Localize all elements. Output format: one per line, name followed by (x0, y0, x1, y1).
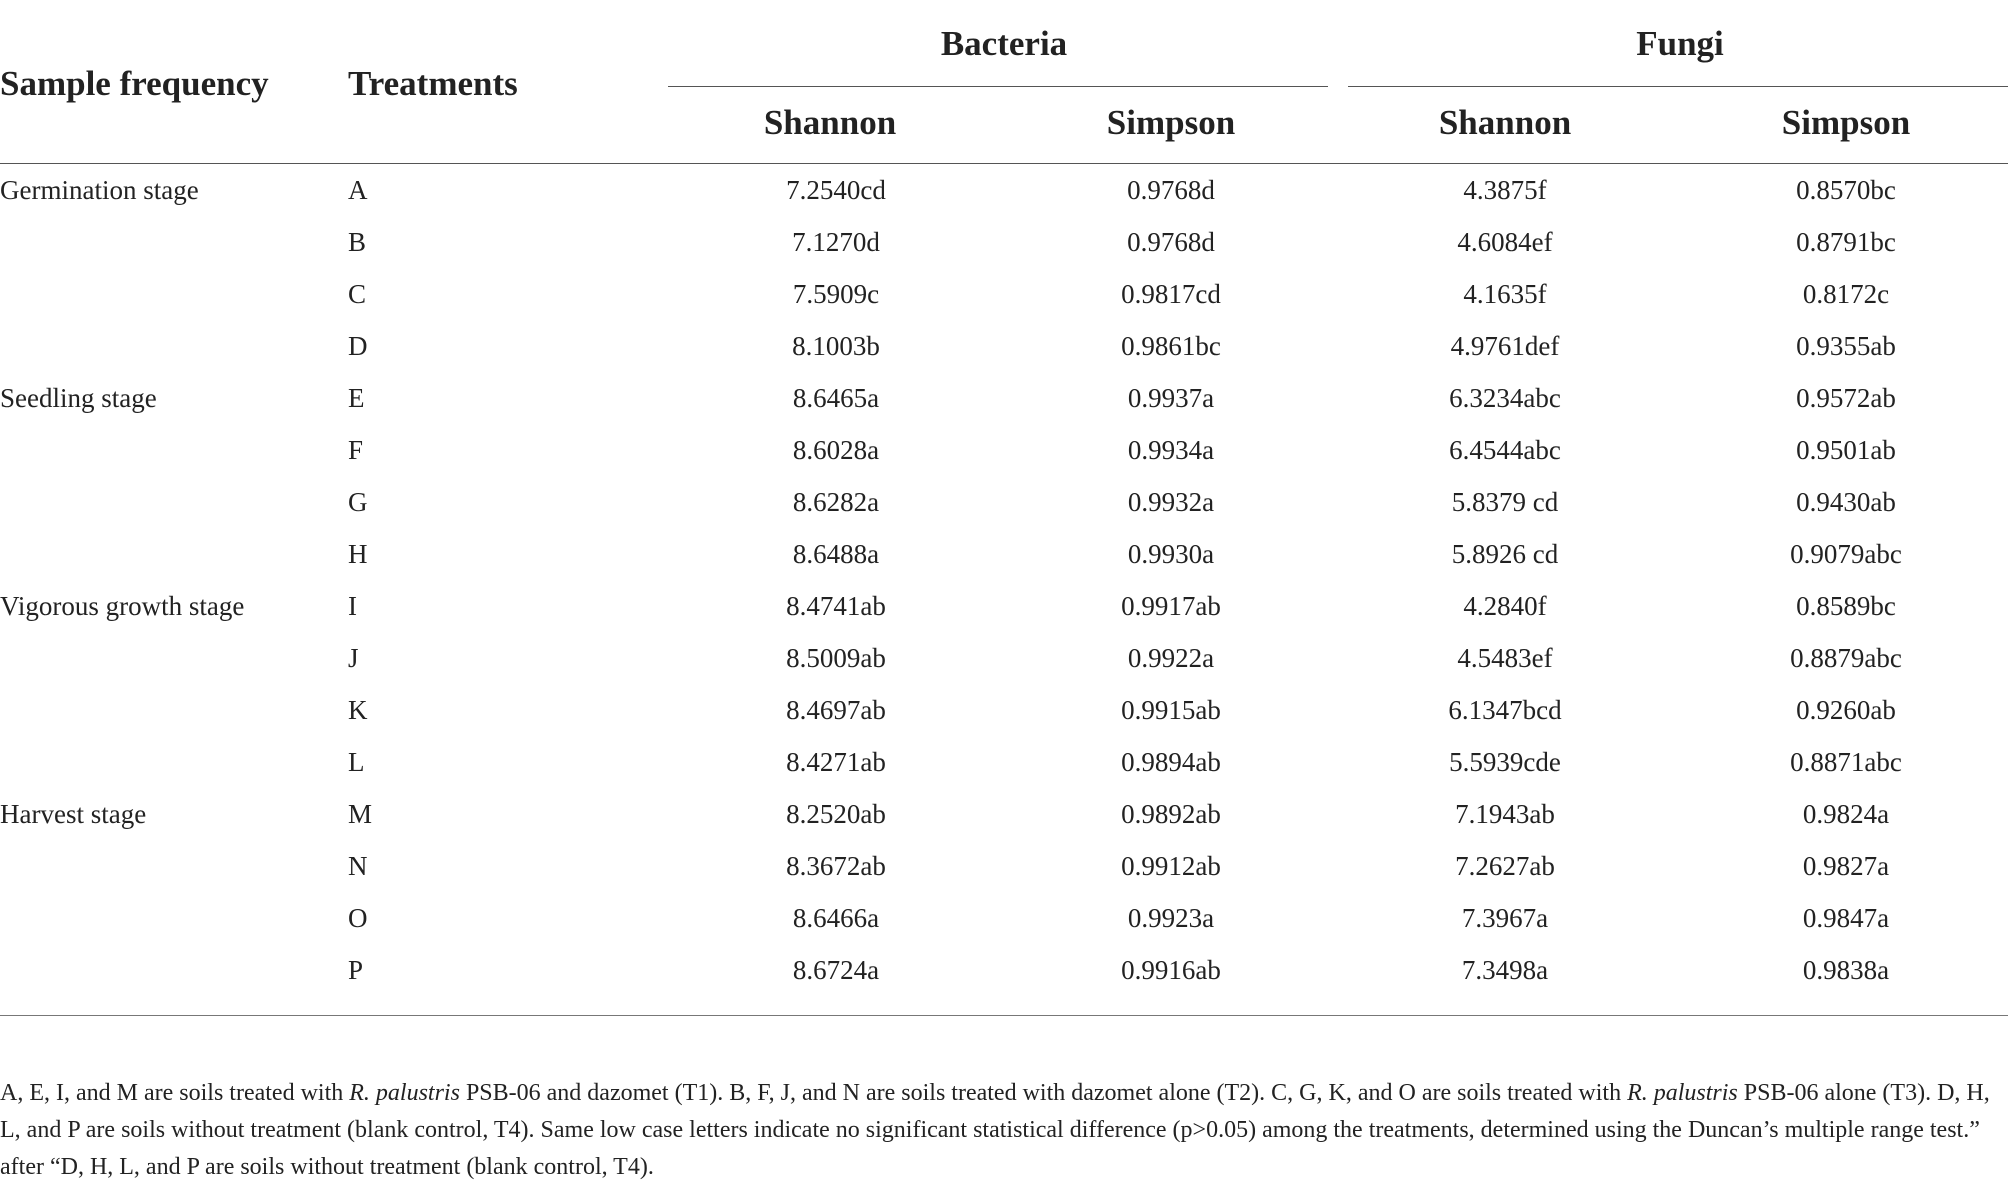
cell-bacteria-simpson: 0.9916ab (1121, 955, 1221, 985)
table-row (0, 744, 2008, 796)
cell-bacteria-shannon: 8.6488a (792, 539, 880, 569)
cell-treatment: P (348, 955, 364, 985)
cell-treatment: I (348, 591, 357, 621)
table-row (0, 952, 2008, 1004)
cell-fungi-shannon: 4.9761def (1450, 331, 1560, 361)
cell-fungi-simpson: 0.9847a (1802, 903, 1890, 933)
cell-treatment: D (348, 331, 368, 361)
cell-treatment: C (348, 279, 367, 309)
cell-bacteria-shannon: 8.6465a (792, 383, 880, 413)
cell-fungi-shannon: 7.3498a (1461, 955, 1549, 985)
cell-treatment: G (348, 487, 368, 517)
cell-bacteria-shannon: 8.6028a (792, 435, 880, 465)
cell-bacteria-simpson: 0.9894ab (1121, 747, 1221, 777)
footnote-text-3: PSB-06 alone (T3). D, H, L, and P are soils without treatment (blank control, T4). Same low case letters indicate no significant statistical difference (p>0.05) among the treatments, determined using the Duncan’s multiple range test.” after “D, H, L, and P are soils without treatment (blank control, T4). (0, 1080, 1990, 1180)
cell-bacteria-shannon: 7.5909c (792, 279, 880, 309)
footnote-text-1: A, E, I, and M are soils treated with (0, 1080, 350, 1106)
cell-fungi-simpson: 0.9430ab (1796, 487, 1896, 517)
cell-bacteria-simpson: 0.9892ab (1121, 799, 1221, 829)
table-row (0, 432, 2008, 484)
cell-bacteria-simpson: 0.9912ab (1121, 851, 1221, 881)
cell-fungi-shannon: 5.8926 cd (1451, 539, 1559, 569)
cell-fungi-shannon: 4.6084ef (1457, 227, 1553, 257)
cell-treatment: A (348, 175, 368, 205)
table-row (0, 796, 2008, 848)
cell-bacteria-shannon: 8.4697ab (786, 695, 886, 725)
cell-bacteria-shannon: 8.6282a (792, 487, 880, 517)
cell-fungi-simpson: 0.8589bc (1796, 591, 1896, 621)
table-footnote (0, 1075, 2000, 1186)
cell-treatment: L (348, 747, 365, 777)
cell-fungi-simpson: 0.9501ab (1796, 435, 1896, 465)
header-sample-frequency: Sample frequency (0, 64, 269, 103)
cell-treatment: J (348, 643, 359, 673)
table-row (0, 172, 2008, 224)
cell-bacteria-simpson: 0.9768d (1127, 175, 1215, 205)
bacteria-group-rule (668, 86, 1328, 87)
table-row (0, 692, 2008, 744)
header-fungi: Fungi (1636, 24, 1724, 63)
cell-treatment: F (348, 435, 364, 465)
cell-treatment: K (348, 695, 368, 725)
cell-bacteria-simpson: 0.9923a (1127, 903, 1215, 933)
header-fungi-shannon: Shannon (1438, 103, 1572, 142)
footnote-species-2: R. palustris (1627, 1080, 1738, 1106)
cell-fungi-simpson: 0.9079abc (1790, 539, 1902, 569)
cell-bacteria-simpson: 0.9922a (1127, 643, 1215, 673)
cell-fungi-shannon: 4.2840f (1463, 591, 1547, 621)
cell-bacteria-shannon: 8.4271ab (786, 747, 886, 777)
cell-bacteria-shannon: 7.2540cd (786, 175, 886, 205)
table-row (0, 224, 2008, 276)
cell-fungi-shannon: 5.5939cde (1449, 747, 1561, 777)
table-row (0, 328, 2008, 380)
cell-fungi-shannon: 7.2627ab (1455, 851, 1555, 881)
cell-fungi-shannon: 7.1943ab (1455, 799, 1555, 829)
cell-bacteria-shannon: 8.5009ab (786, 643, 886, 673)
table-row (0, 848, 2008, 900)
cell-treatment: E (348, 383, 365, 413)
table-row (0, 380, 2008, 432)
cell-bacteria-shannon: 8.4741ab (786, 591, 886, 621)
footnote-text-2: PSB-06 and dazomet (T1). B, F, J, and N are soils treated with dazomet alone (T2). C, G, K, and O are soils treated with (459, 1080, 1628, 1106)
cell-bacteria-simpson: 0.9937a (1127, 383, 1215, 413)
cell-bacteria-simpson: 0.9915ab (1121, 695, 1221, 725)
cell-fungi-shannon: 6.4544abc (1449, 435, 1561, 465)
cell-bacteria-simpson: 0.9861bc (1121, 331, 1221, 361)
table-row (0, 276, 2008, 328)
table-row (0, 900, 2008, 952)
cell-stage: Vigorous growth stage (0, 591, 245, 621)
cell-fungi-simpson: 0.8791bc (1796, 227, 1896, 257)
cell-fungi-shannon: 5.8379 cd (1451, 487, 1559, 517)
cell-bacteria-simpson: 0.9932a (1127, 487, 1215, 517)
header-bacteria-shannon: Shannon (763, 103, 897, 142)
cell-bacteria-simpson: 0.9817cd (1121, 279, 1221, 309)
table-bottom-rule (0, 1015, 2008, 1016)
cell-fungi-simpson: 0.9827a (1802, 851, 1890, 881)
cell-bacteria-simpson: 0.9930a (1127, 539, 1215, 569)
header-bacteria: Bacteria (940, 24, 1068, 63)
cell-bacteria-shannon: 8.2520ab (786, 799, 886, 829)
cell-fungi-simpson: 0.9572ab (1796, 383, 1896, 413)
cell-fungi-simpson: 0.9824a (1802, 799, 1890, 829)
table-row (0, 588, 2008, 640)
table-row (0, 484, 2008, 536)
table-row (0, 640, 2008, 692)
cell-fungi-shannon: 4.3875f (1463, 175, 1547, 205)
cell-treatment: H (348, 539, 368, 569)
cell-fungi-shannon: 7.3967a (1461, 903, 1549, 933)
cell-fungi-simpson: 0.9355ab (1796, 331, 1896, 361)
cell-fungi-shannon: 4.1635f (1463, 279, 1547, 309)
cell-bacteria-shannon: 8.3672ab (786, 851, 886, 881)
cell-treatment: O (348, 903, 368, 933)
header-bacteria-simpson: Simpson (1106, 103, 1236, 142)
cell-fungi-shannon: 6.3234abc (1449, 383, 1561, 413)
cell-fungi-simpson: 0.8172c (1802, 279, 1890, 309)
cell-fungi-simpson: 0.8879abc (1790, 643, 1902, 673)
cell-bacteria-shannon: 8.6724a (792, 955, 880, 985)
cell-fungi-simpson: 0.9260ab (1796, 695, 1896, 725)
cell-bacteria-shannon: 8.6466a (792, 903, 880, 933)
cell-fungi-simpson: 0.9838a (1802, 955, 1890, 985)
cell-fungi-simpson: 0.8570bc (1796, 175, 1896, 205)
fungi-group-rule (1348, 86, 2008, 87)
header-treatments: Treatments (348, 64, 518, 103)
cell-bacteria-simpson: 0.9917ab (1121, 591, 1221, 621)
cell-bacteria-simpson: 0.9934a (1127, 435, 1215, 465)
cell-fungi-shannon: 4.5483ef (1457, 643, 1553, 673)
cell-treatment: N (348, 851, 368, 881)
cell-bacteria-simpson: 0.9768d (1127, 227, 1215, 257)
header-fungi-simpson: Simpson (1781, 103, 1911, 142)
cell-treatment: M (348, 799, 373, 829)
cell-bacteria-shannon: 8.1003b (792, 331, 880, 361)
cell-fungi-shannon: 6.1347bcd (1448, 695, 1562, 725)
table-row (0, 536, 2008, 588)
cell-stage: Harvest stage (0, 799, 147, 829)
footnote-species-1: R. palustris (349, 1080, 460, 1106)
cell-treatment: B (348, 227, 367, 257)
cell-stage: Germination stage (0, 175, 199, 205)
cell-stage: Seedling stage (0, 383, 157, 413)
header-bottom-rule (0, 163, 2008, 164)
cell-bacteria-shannon: 7.1270d (792, 227, 880, 257)
cell-fungi-simpson: 0.8871abc (1790, 747, 1902, 777)
